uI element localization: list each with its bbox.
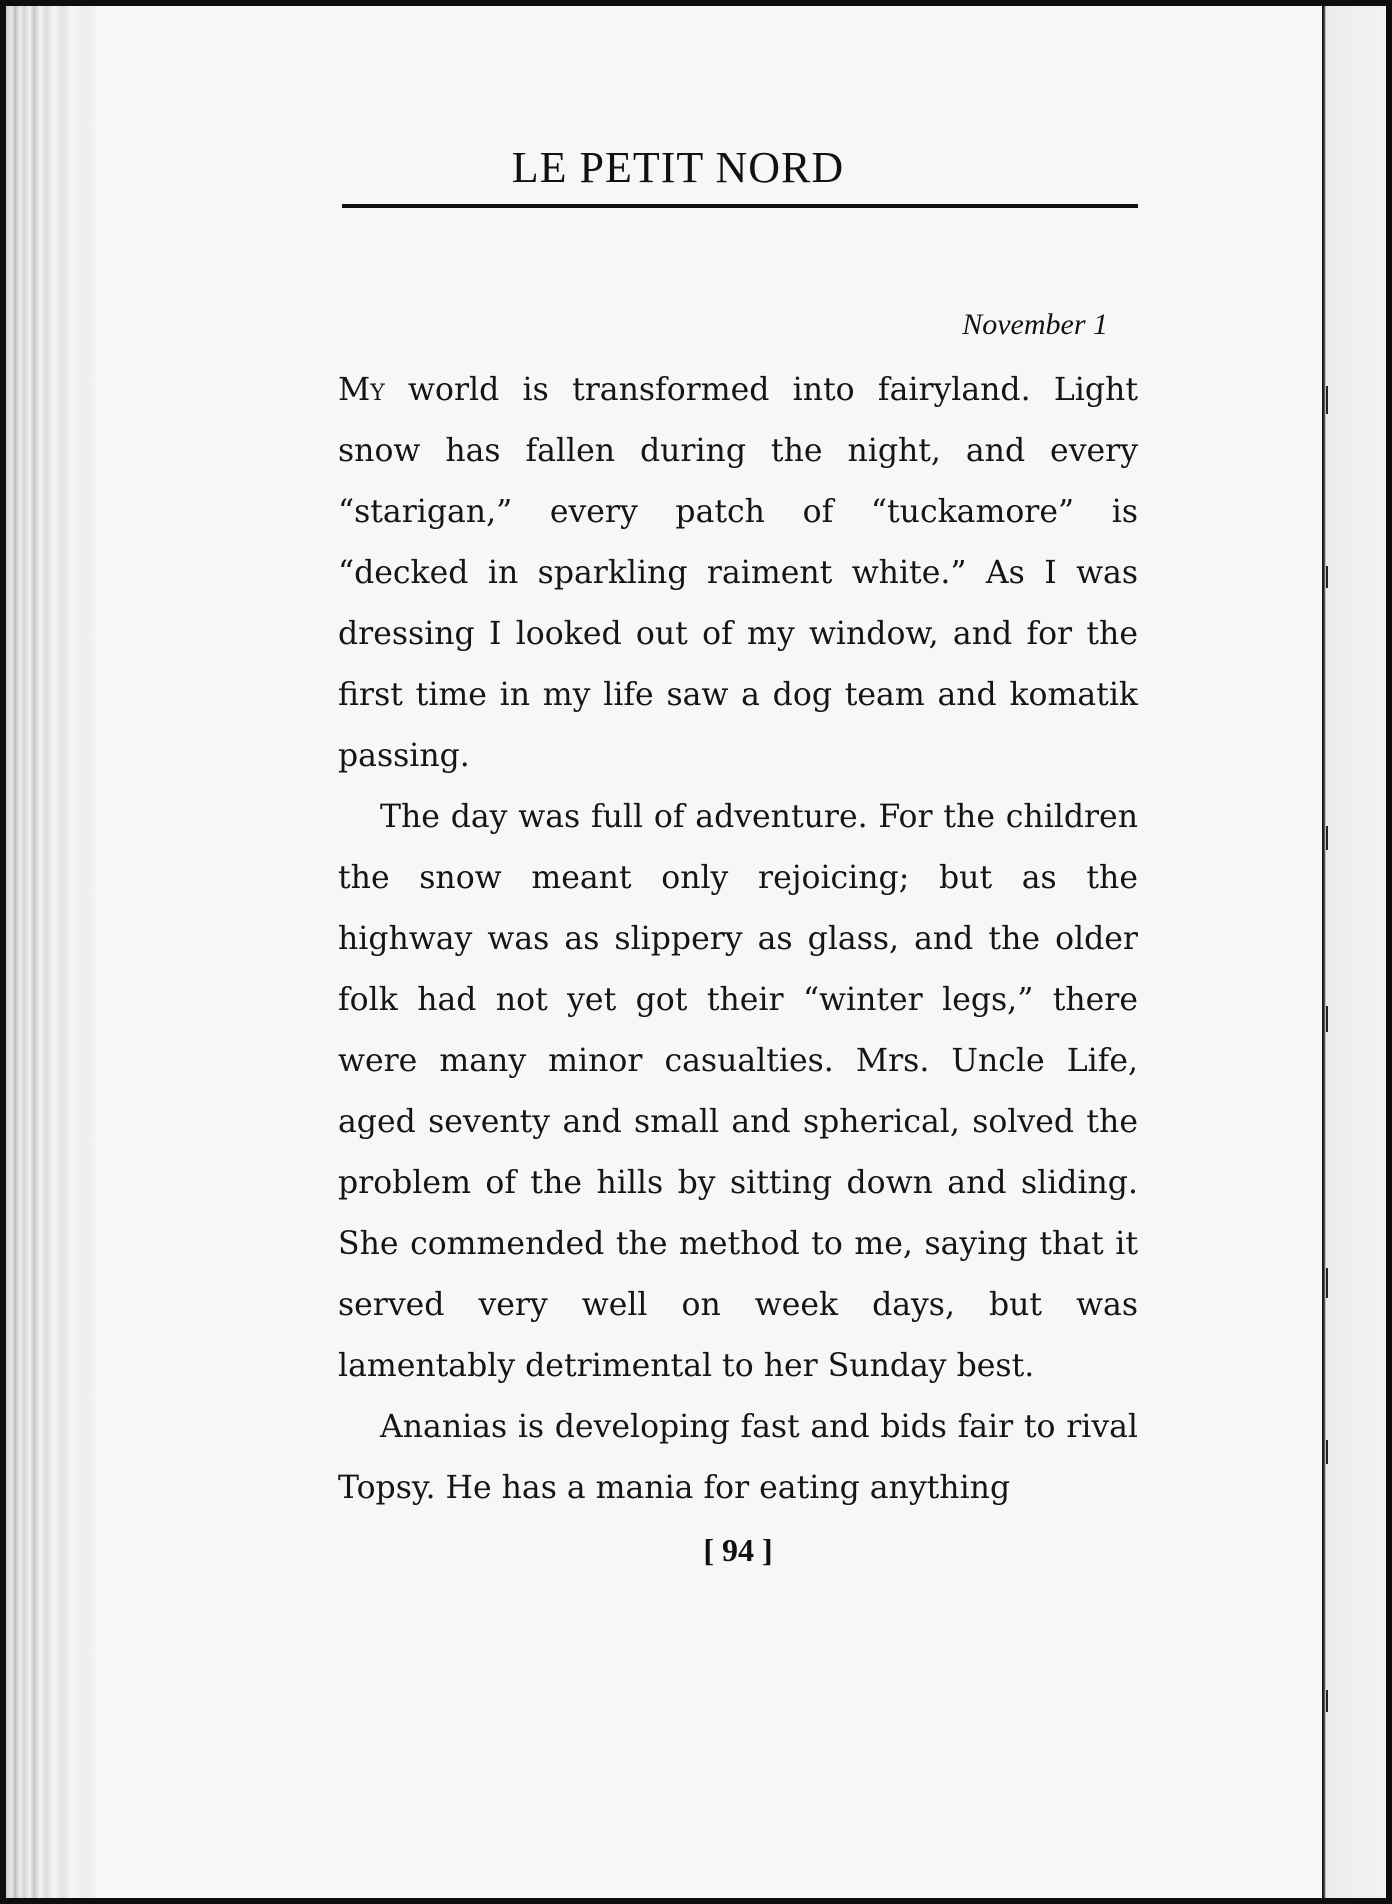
gutter-mark — [1326, 566, 1328, 588]
paragraph-3: Ananias is developing fast and bids fair to rival Topsy. He has a mania for eating anything — [338, 1409, 1138, 1506]
paragraph-1 — [338, 360, 1138, 787]
paragraph-2: The day was full of adventure. For the children the snow meant only rejoicing; but as the highway was as slippery as glass, and the older folk had not yet got their “winter legs,” there were many minor casualties. Mrs. Uncle Life, aged seventy and small and spherical, solved the problem of the hills by sitting down and sliding. She commended the method to me, saying that it served very well on week days, but was lamentably detrimental to her Sunday best. — [338, 799, 1138, 1384]
paragraph-1-text: world is transformed into fairyland. Light snow has fallen during the night, and every “starigan,” every patch of “tuckamore” is “decked in sparkling raiment white.” As I was dressing I looked out of my window, and for the first time in my life saw a dog team and komatik passing. — [338, 372, 1138, 774]
page-edges — [6, 6, 106, 1898]
head-rule — [342, 204, 1138, 208]
gutter-mark — [1326, 826, 1328, 850]
entry-date: November 1 — [962, 308, 1108, 341]
body-text — [338, 360, 1138, 1519]
gutter-mark — [1326, 1690, 1328, 1712]
drop-lead: My — [338, 372, 385, 408]
gutter-mark — [1326, 1268, 1328, 1298]
running-head: LE PETIT NORD — [511, 143, 845, 192]
facing-page-edge — [1322, 6, 1386, 1898]
gutter-mark — [1326, 1006, 1328, 1032]
page-number: [ 94 ] — [703, 1532, 773, 1568]
gutter-mark — [1326, 386, 1328, 414]
gutter-mark — [1326, 1440, 1328, 1464]
